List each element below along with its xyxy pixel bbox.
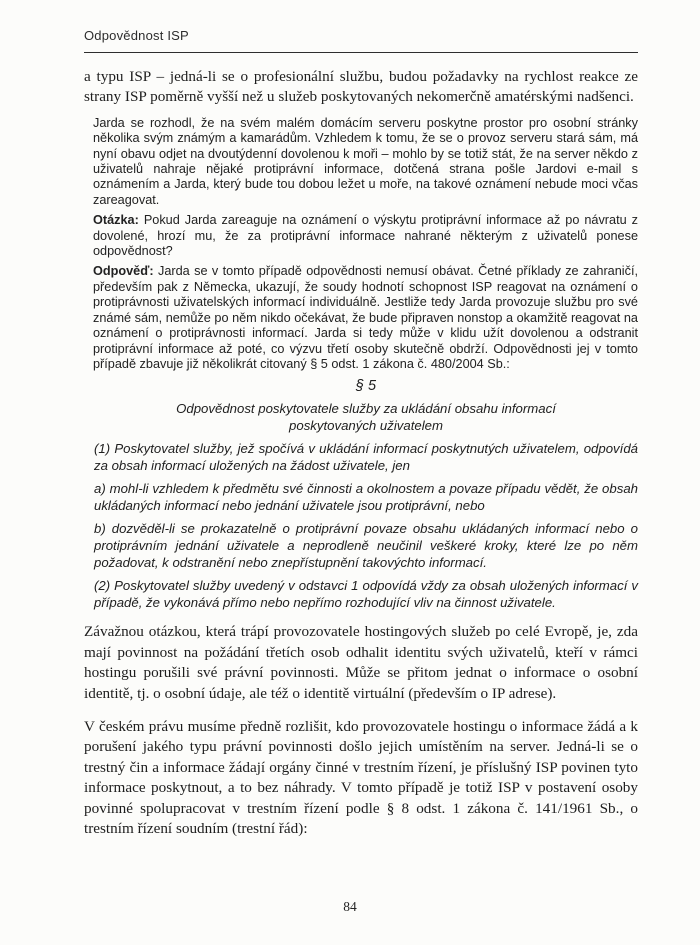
identity-paragraph: Závažnou otázkou, která trápí provozovatele hostingových služeb po celé Evropě, je, zda mají povinnost na požádání třetích osob odhalit identitu svých uživatelů, kteří v rámci hostingu porušili své právní povinnosti. Může se přitom jednat o informace o osobní identitě, tj. o osobní údaje, ale též o identitě virtuální (především o IP adrese). — [84, 623, 638, 702]
statute-quote — [94, 378, 638, 611]
header-rule — [84, 52, 638, 53]
statute-paragraph-b: b) dozvěděl-li se prokazatelně o protiprávní povaze obsahu ukládaných informací nebo o protiprávním jednání uživatele a neprodleně neučinil veškeré kroky, které lze po něm požadovat, k odstranění nebo znepřístupnění takovýchto informací. — [94, 521, 638, 571]
case-study-paragraph: Jarda se rozhodl, že na svém malém domácím serveru poskytne prostor pro osobní stránky několika svým známým a kamarádům. Vzhledem k tomu, že se o provoz serveru stará sám, má nyní obavu odjet na dvoutýdenní dovolenou k moři – mohlo by se totiž stát, že na server někdo z uživatelů nahraje nějaké protiprávní informace, dotčená strana pošle Jardovi e-mail s oznámením a Jarda, který bude tou dobou ležet u moře, na takové oznámení nebude moci včas zareagovat. — [93, 115, 638, 207]
question-label: Otázka: — [93, 213, 139, 228]
statute-title: Odpovědnost poskytovatele služby za ukládání obsahu informací poskytovaných uživatelem — [176, 401, 556, 434]
answer-label: Odpověď: — [93, 264, 154, 279]
question-paragraph — [93, 213, 638, 259]
answer-paragraph — [93, 264, 638, 372]
czech-law-paragraph: V českém právu musíme předně rozlišit, kdo provozovatele hostingu o informace žádá a k porušení jakého typu právní povinnosti došlo jejich umístěním na server. Jedná-li se o trestný čin a informace žádají orgány činné v trestním řízení, je příslušný ISP povinen tyto informace poskytnout, a to bez náhrady. V tomto případě je totiž ISP v postavení osoby povinné spolupracovat v trestním řízení podle § 8 odst. 1 zákona č. 141/1961 Sb., o trestním řízení soudním (trestní řád): — [84, 717, 638, 837]
running-header: Odpovědnost ISP — [84, 28, 189, 43]
answer-text: Jarda se v tomto případě odpovědnosti nemusí obávat. Četné příklady ze zahraničí, především pak z Německa, ukazují, že soudy hodnotí schopnost ISP reagovat na oznámení o protiprávnosti uživatelských informací individuálně. Jestliže tedy Jarda provozuje službu pro své známé sám, nemůže po něm nikdo očekávat, že bude připraven nonstop a okamžitě reagovat na oznámení o protiprávnosti informací. Jarda si tedy může v klidu užít dovolenou a odstranit protiprávní informace až poté, co výzvu třetí osoby skutečně obdrží. Odpovědnosti jej v tomto případě zbavuje již několikrát citovaný § 5 odst. 1 zákona č. 480/2004 Sb.: — [93, 264, 638, 371]
intro-paragraph: a typu ISP – jedná-li se o profesionální službu, budou požadavky na rychlost reakce ze strany ISP poměrně vyšší než u služeb poskytovaných nekomerčně amatérskými nadšenci. — [84, 68, 638, 106]
question-text: Pokud Jarda zareaguje na oznámení o výskytu protiprávní informace až po návratu z dovolené, hrozí mu, že za protiprávní informace nahrané některým z uživatelů ponese odpovědnost? — [93, 213, 638, 259]
statute-paragraph-2: (2) Poskytovatel služby uvedený v odstavci 1 odpovídá vždy za obsah uložených informací v případě, že vykonává přímo nebo nepřímo rozhodující vliv na činnost uživatele. — [94, 578, 638, 611]
statute-paragraph-a: a) mohl-li vzhledem k předmětu své činnosti a okolnostem a povaze případu vědět, že obsah ukládaných informací nebo jednání uživatele jsou protiprávní, nebo — [94, 481, 638, 514]
statute-section-number: § 5 — [355, 378, 377, 395]
statute-paragraph-1: (1) Poskytovatel služby, jež spočívá v ukládání informací poskytnutých uživatelem, odpovídá za obsah informací uložených na žádost uživatele, jen — [94, 441, 638, 474]
page-number: 84 — [343, 899, 357, 914]
